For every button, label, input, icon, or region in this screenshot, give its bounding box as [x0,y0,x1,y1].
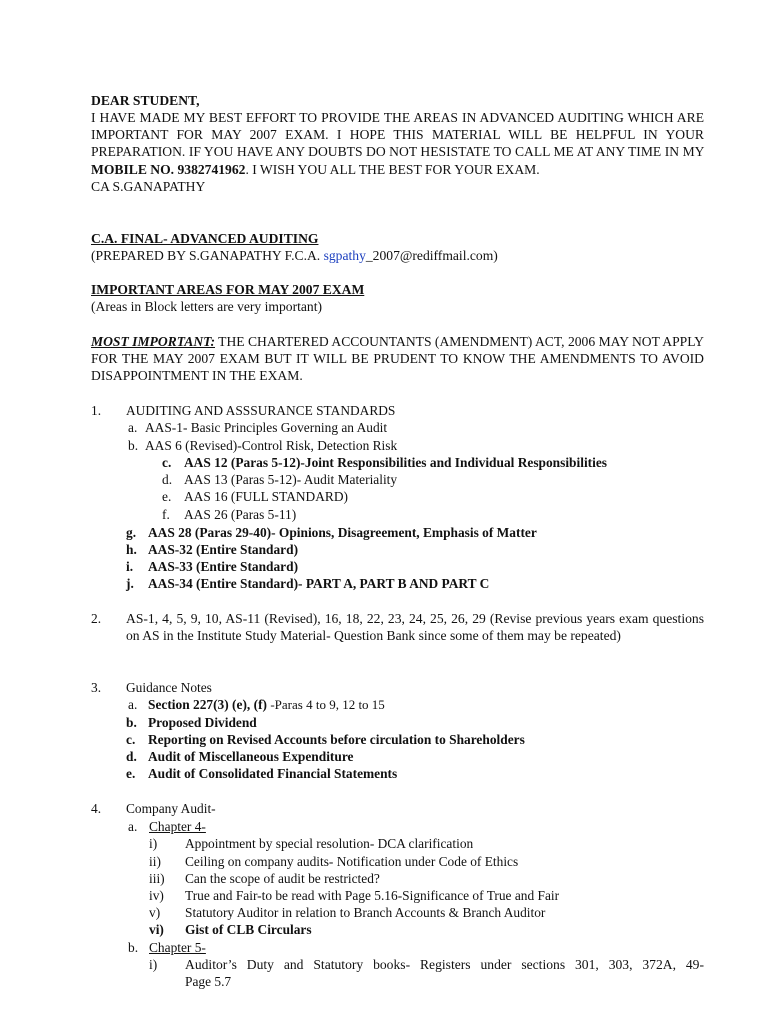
list-item: AAS 13 (Paras 5-12)- Audit Materiality [184,472,398,487]
list-item-marker: j. [126,576,134,591]
list-item-marker: ii) [149,854,161,869]
list-item: Auditor’s Duty and Statutory books- Registers under sections 301, 303, 372A, 49- [185,957,704,972]
areas-note: (Areas in Block letters are very important) [91,299,323,314]
section-1-number: 1. [91,403,102,418]
list-item-marker: f. [162,507,170,522]
list-item: Ceiling on company audits- Notification under Code of Ethics [185,854,519,869]
list-item-marker: a. [128,697,138,712]
list-item: Audit of Miscellaneous Expenditure [148,749,354,764]
section-3-number: 3. [91,680,102,695]
list-item-marker: e. [126,766,136,781]
chapter-5-label: Chapter 5- [149,940,206,955]
chapter-marker: a. [128,819,138,834]
areas-heading: IMPORTANT AREAS FOR MAY 2007 EXAM [91,282,365,297]
most-important-text: THE CHARTERED ACCOUNTANTS (AMENDMENT) ACT, 2006 MAY NOT APPLY FOR THE MAY 2007 EXAM BUT IT WILL BE PRUDENT TO KNOW THE AMENDMENTS TO AVOID DISAPPOINTMENT IN THE EXAM. [91,334,704,384]
prepared-by-text: (PREPARED BY S.GANAPATHY F.C.A. [91,248,324,263]
list-item-marker: c. [126,732,136,747]
list-item-marker: b. [126,715,137,730]
list-item-marker: e. [162,489,172,504]
list-item: AAS 12 (Paras 5-12)-Joint Responsibilities and Individual Responsibilities [184,455,607,470]
list-item: AAS 6 (Revised)-Control Risk, Detection Risk [145,438,398,453]
signature: CA S.GANAPATHY [91,179,206,194]
chapter-marker: b. [128,940,139,955]
list-item-marker: d. [126,749,137,764]
intro-paragraph [91,109,704,178]
list-item-marker: iii) [149,871,165,886]
list-item: AAS 16 (FULL STANDARD) [184,489,348,504]
section-3-title: Guidance Notes [126,680,212,695]
list-item-marker: a. [128,420,138,435]
list-item-bold: Section 227(3) (e), (f) [148,697,271,712]
intro-text-2: . I WISH YOU ALL THE BEST FOR YOUR EXAM. [245,161,540,177]
list-item-marker: iv) [149,888,164,903]
section-4-number: 4. [91,801,102,816]
list-item: Gist of CLB Circulars [185,922,312,937]
list-item-marker: b. [128,438,139,453]
list-item-marker: i) [149,957,158,972]
list-item-continuation: Page 5.7 [185,974,232,989]
list-item: True and Fair-to be read with Page 5.16-Significance of True and Fair [185,888,560,903]
email-link[interactable]: sgpathy [323,248,366,263]
prepared-by [91,247,704,264]
list-item: Reporting on Revised Accounts before circulation to Shareholders [148,732,525,747]
list-item: Statutory Auditor in relation to Branch Accounts & Branch Auditor [185,905,546,920]
list-item-marker: c. [162,455,172,470]
list-item: Audit of Consolidated Financial Statements [148,766,398,781]
section-2-number: 2. [91,611,102,626]
list-item: AAS-33 (Entire Standard) [148,559,299,574]
list-item: Appointment by special resolution- DCA clarification [185,836,474,851]
mobile-number: MOBILE NO. 9382741962 [91,161,246,177]
list-item: AAS 26 (Paras 5-11) [184,507,297,522]
list-item-marker: h. [126,542,137,557]
section-1-title: AUDITING AND ASSSURANCE STANDARDS [126,403,396,418]
list-item-marker: v) [149,905,161,920]
list-item-marker: i. [126,559,134,574]
list-item [148,696,385,713]
most-important-paragraph [91,333,704,385]
most-important-label: MOST IMPORTANT: [91,334,215,349]
list-item: AAS 28 (Paras 29-40)- Opinions, Disagreement, Emphasis of Matter [148,525,537,540]
greeting: DEAR STUDENT, [91,93,200,108]
email-rest: _2007@rediffmail.com) [365,248,498,263]
list-item: AAS-34 (Entire Standard)- PART A, PART B AND PART C [148,576,490,591]
list-item: AAS-32 (Entire Standard) [148,542,299,557]
list-item-marker: g. [126,525,137,540]
list-item: AAS-1- Basic Principles Governing an Audit [145,420,388,435]
section-2-text: AS-1, 4, 5, 9, 10, AS-11 (Revised), 16, 18, 22, 23, 24, 25, 26, 29 (Revise previous years exam questions on AS in the Institute Study Material- Question Bank since some of them may be repeated) [126,611,704,644]
section-4-title: Company Audit- [126,801,216,816]
list-item: Proposed Dividend [148,715,257,730]
list-item-marker: d. [162,472,173,487]
list-item-marker: i) [149,836,158,851]
chapter-4-label: Chapter 4- [149,819,206,834]
list-item: Can the scope of audit be restricted? [185,871,380,886]
doc-title: C.A. FINAL- ADVANCED AUDITING [91,231,319,246]
intro-text-1: I HAVE MADE MY BEST EFFORT TO PROVIDE THE AREAS IN ADVANCED AUDITING WHICH ARE IMPORTANT FOR MAY 2007 EXAM. I HOPE THIS MATERIAL WILL BE HELPFUL IN YOUR PREPARATION. IF YOU HAVE ANY DOUBTS DO NOT HESISTATE TO CALL ME AT ANY TIME IN MY [91,110,704,160]
list-item-rest: -Paras 4 to 9, 12 to 15 [270,697,385,712]
list-item-marker: vi) [149,922,164,937]
